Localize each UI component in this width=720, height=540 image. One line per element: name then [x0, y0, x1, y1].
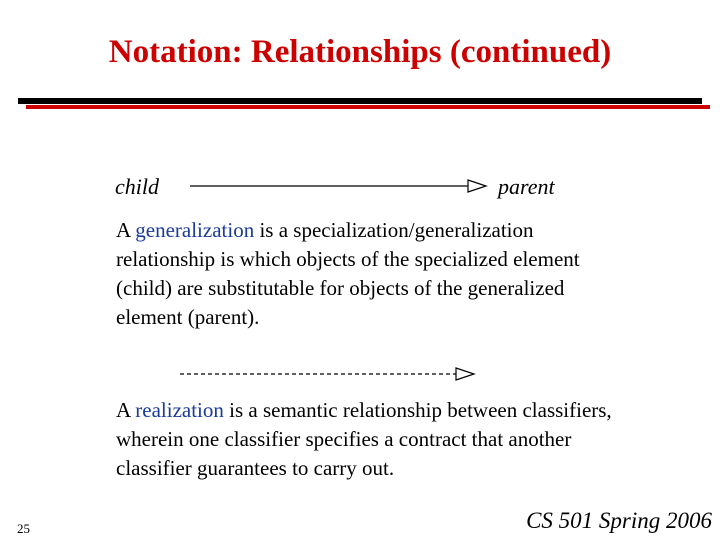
- generalization-arrow: [190, 176, 490, 196]
- realization-description: A realization is a semantic relationship between classifiers, wherein one classifier specifies a contract that another classifier guarantees to carry out.: [116, 398, 612, 480]
- parent-label: parent: [498, 174, 555, 199]
- title-divider-red: [26, 105, 710, 109]
- realization-keyword: realization: [135, 398, 224, 422]
- generalization-description: A generalization is a specialization/generalization relationship is which objects of the specialized element (child) are substitutable for objects of the generalized element (parent).: [116, 218, 580, 329]
- realization-arrow: [180, 364, 480, 384]
- slide-title: Notation: Relationships (continued): [108, 34, 612, 70]
- title-divider-black: [18, 98, 702, 104]
- generalization-keyword: generalization: [135, 218, 255, 242]
- course-footer: CS 501 Spring 2006: [526, 508, 712, 533]
- slide-number: 25: [17, 521, 30, 536]
- child-label: child: [115, 174, 159, 199]
